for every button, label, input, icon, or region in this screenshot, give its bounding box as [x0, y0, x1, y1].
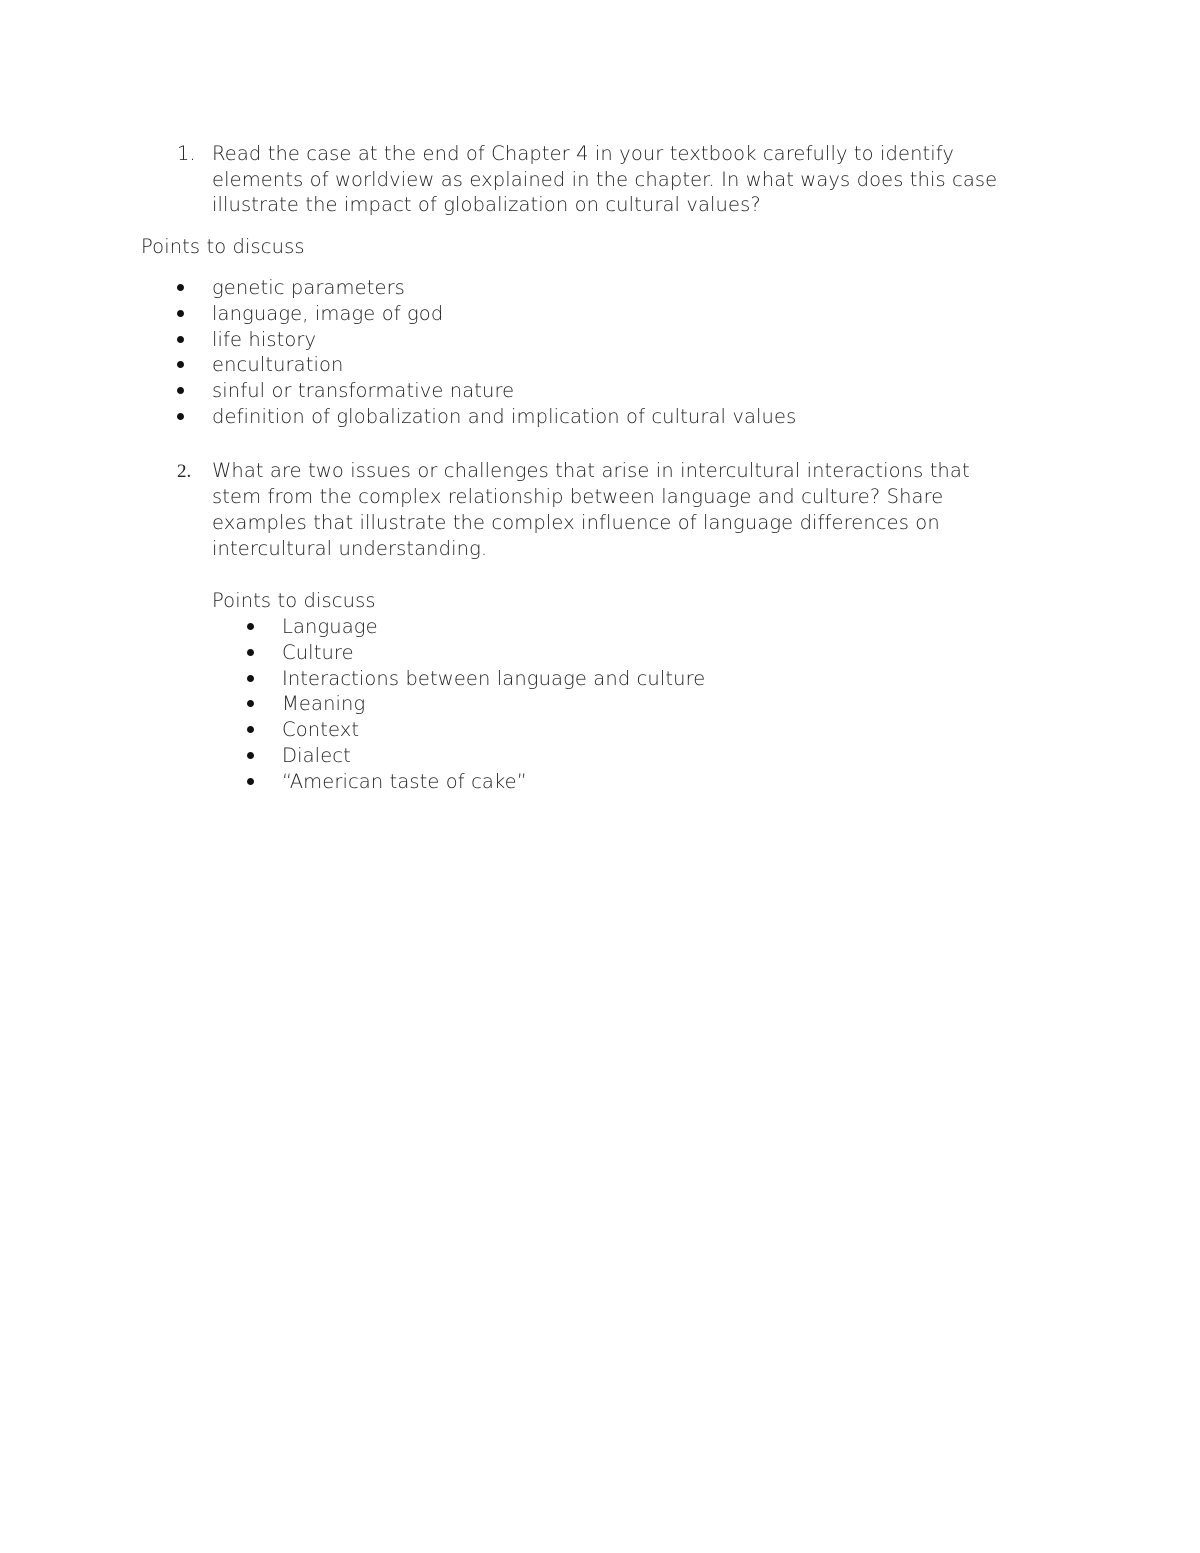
- question-1-point: genetic parameters: [212, 276, 405, 299]
- question-1-line-2: elements of worldview as explained in the chapter. In what ways does this case: [212, 168, 998, 191]
- question-2-point: Language: [282, 615, 378, 638]
- question-2-points-heading: Points to discuss: [212, 589, 376, 612]
- question-2-point: Dialect: [282, 744, 351, 767]
- question-2-point: Interactions between language and culture: [282, 667, 706, 690]
- question-1-number: 1.: [177, 142, 196, 165]
- bullet-icon: [177, 413, 184, 420]
- question-1-points-heading: Points to discuss: [141, 235, 305, 258]
- question-1-point: enculturation: [212, 353, 344, 376]
- bullet-icon: [247, 700, 254, 707]
- question-2-point: Culture: [282, 641, 354, 664]
- bullet-icon: [247, 649, 254, 656]
- question-1-line-1: Read the case at the end of Chapter 4 in your textbook carefully to identify: [212, 142, 955, 165]
- bullet-icon: [247, 778, 254, 785]
- bullet-icon: [177, 361, 184, 368]
- question-2-point: “American taste of cake”: [282, 770, 527, 793]
- question-2-line-4: intercultural understanding.: [212, 537, 488, 560]
- bullet-icon: [177, 336, 184, 343]
- bullet-icon: [247, 675, 254, 682]
- bullet-icon: [177, 284, 184, 291]
- question-2-point: Context: [282, 718, 360, 741]
- question-2-line-2: stem from the complex relationship between language and culture? Share: [212, 485, 944, 508]
- question-2-point: Meaning: [282, 692, 366, 715]
- question-1-point: definition of globalization and implication of cultural values: [212, 405, 797, 428]
- bullet-icon: [177, 387, 184, 394]
- question-1-point: language, image of god: [212, 302, 444, 325]
- question-1-point: life history: [212, 328, 317, 351]
- bullet-icon: [247, 752, 254, 759]
- bullet-icon: [247, 623, 254, 630]
- question-1-point: sinful or transformative nature: [212, 379, 515, 402]
- bullet-icon: [247, 726, 254, 733]
- question-1-line-3: illustrate the impact of globalization on cultural values?: [212, 193, 761, 216]
- bullet-icon: [177, 310, 184, 317]
- question-2-line-1: What are two issues or challenges that arise in intercultural interactions that: [212, 459, 970, 482]
- question-2-number: 2.: [177, 461, 192, 482]
- question-2-line-3: examples that illustrate the complex influence of language differences on: [212, 511, 940, 534]
